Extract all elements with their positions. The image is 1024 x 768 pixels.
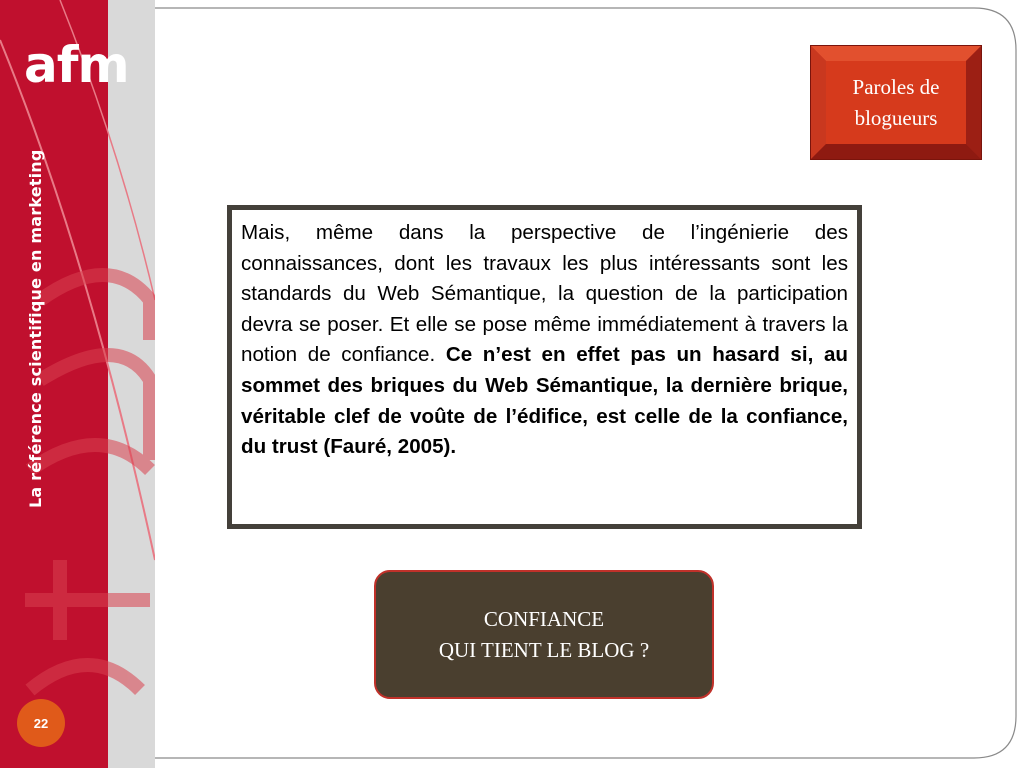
confiance-box (374, 570, 714, 699)
quote-box (227, 205, 862, 529)
confiance-question: QUI TIENT LE BLOG ? (438, 637, 650, 662)
afm-logo: afm (24, 36, 129, 94)
quote-normal-text: Mais, même dans la perspective de l’ingénierie des connaissances, dont les travaux les plus intéressants sont les standards du Web Sémantique, la question de la participation devra se poser. Et elle se pose même immédiatement à travers la notion de confiance. (241, 221, 848, 367)
button-label-line2: blogueurs (854, 105, 938, 130)
paroles-de-blogueurs-button[interactable] (826, 61, 966, 144)
quote-bold-text: Ce n’est en effet pas un hasard si, au sommet des briques du Web Sémantique, la dernière brique, véritable clef de voûte de l’édifice, est celle de la confiance, du trust (Fauré, 2005). (241, 343, 848, 459)
page-number-badge: 22 (17, 699, 65, 747)
brand-tagline: La référence scientifique en marketing (26, 149, 45, 508)
quote-text (241, 218, 848, 463)
confiance-title: CONFIANCE (483, 606, 605, 631)
brand-decoration (0, 0, 155, 768)
button-label-line1: Paroles de (852, 74, 940, 99)
